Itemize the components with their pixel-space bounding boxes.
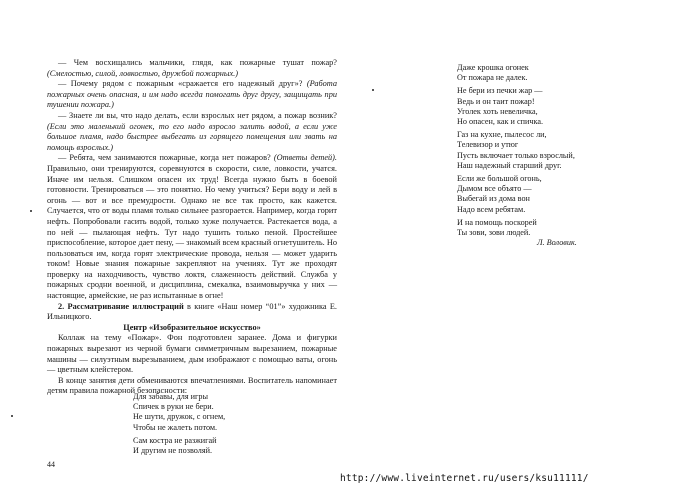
paragraph [47, 302, 337, 323]
poem-line: Даже крошка огонек [457, 63, 529, 72]
poem-line: От пожара не далек. [457, 73, 528, 83]
poem-line: Для забавы, для игры [133, 392, 209, 401]
poem-stanza [133, 392, 225, 433]
poem-line: Пусть включает только взрослый, [457, 150, 575, 160]
text-run: (Работа пожарных очень опасная, и им надо всегда помогать друг другу, защищать при тушении пожара.) [47, 79, 337, 110]
poem-line: И другим не позволяй. [133, 446, 213, 456]
poem-line: Но опасен, как и спичка. [457, 117, 543, 127]
poem-line: Наш надежный старший друг. [457, 160, 562, 170]
text-run: Коллаж на тему «Пожар». Фон подготовлен заранее. Дома и фигурки пожарных вырезают из черной бумаги симметричным вырезанием, пожарные машины — силуэтным вырезыванием, дым изображают с помощью ваты, огонь — цветным клейстером. [47, 333, 337, 375]
paragraph [47, 153, 337, 301]
text-run: — Почему рядом с пожарным «сражается его надежный друг»? [58, 79, 307, 89]
poem-line: Газ на кухне, пылесос ли, [457, 130, 547, 140]
poem-line: Ведь и он таит пожар! [457, 96, 535, 106]
fire-safety-poem [133, 392, 225, 459]
poem-line: Чтобы не жалеть потом. [133, 422, 218, 432]
poem-line: Выбегай из дома вон [457, 194, 530, 204]
poem-line: И на помощь поскорей [457, 217, 537, 227]
text-run: Правильно, они тренируются, соревнуются в скорости, силе, ловкости, учатся. Иначе им нельзя. Слишком опасен их труд! Всегда нужно быть в боевой готовности. Тренироваться — это понятно. Но чему учиться? Бери воду и лей в огонь — вот и все премудрости. Однако не все так просто, как кажется. Случается, что от воды пламя только сильнее разгорается. Например, когда горит нефть. Попробовали гасить водой, только хуже получается. Растекается вода, а по ней — пылающая нефть. Тут надо тушить только пеной. Простейшее приспособление, которое дает пену, — знакомый всем красный огнетушитель. Но пользоваться им, когда горят электрические провода, нельзя — может ударить током! Новые знания пожарные закрепляют на учениях. Тут же проходят проверку на находчивость, чувство локтя, слаженность действий. Служба у пожарных сродни военной, и дисциплина, смекалка, взаимовыручка у них — настоящие, армейские, не раз испытанные в огне! [47, 163, 337, 301]
poem-line: Надо всем ребятам. [457, 204, 526, 214]
text-run: Центр «Изобразительное искусство» [123, 322, 261, 332]
text-run: — Ребята, чем занимаются пожарные, когда нет пожаров? [58, 153, 274, 163]
watermark-url: http://www.liveinternet.ru/users/ksu11111/ [340, 473, 589, 484]
scan-speck [30, 210, 32, 212]
section-heading [47, 323, 337, 334]
poem-author: Л. Воловик. [537, 238, 577, 247]
text-run: (Смелостью, силой, ловкостью, дружбой пожарных.) [47, 68, 239, 78]
text-run: (Ответы детей). [273, 153, 338, 163]
text-run: В конце занятия дети обмениваются впечатлениями. Воспитатель напоминает детям правила пожарной безопасности: [47, 375, 337, 396]
paragraph [47, 333, 337, 375]
right-page [350, 0, 699, 494]
paragraph [47, 79, 337, 111]
page-number: 44 [47, 460, 55, 469]
poem-line: Спичек в руки не бери. [133, 402, 214, 412]
text-run: в книге «Наш номер “01”» художника Е. Ильницкого. [47, 301, 337, 322]
scan-speck [11, 415, 13, 417]
text-run: — Знаете ли вы, что надо делать, если взрослых нет рядом, а пожар возник? [58, 110, 337, 120]
poem-line: Сам костра не разжигай [133, 435, 217, 445]
poem-stanza [457, 130, 575, 171]
poem-line: Не шути, дружок, с огнем, [133, 412, 226, 422]
poem-line: Ты зови, зови людей. [457, 228, 531, 238]
paragraph [47, 58, 337, 79]
poem-line: Уголек хоть невеличка, [457, 106, 538, 116]
poem-line: Дымом все объято — [457, 184, 532, 194]
poem-line: Телевизор и утюг [457, 140, 519, 150]
left-text-column [47, 58, 337, 397]
poem-stanza [457, 86, 575, 127]
poem-stanza [457, 218, 575, 238]
scan-speck [372, 89, 374, 91]
poem-line: Если же большой огонь, [457, 174, 542, 184]
text-run: — Чем восхищались мальчики, глядя, как пожарные тушат пожар? [58, 58, 337, 67]
right-poem [457, 63, 575, 241]
poem-stanza [133, 436, 225, 456]
paragraph [47, 111, 337, 153]
poem-stanza [457, 174, 575, 215]
text-run: 2. Рассматривание иллюстраций [58, 301, 184, 311]
text-run: (Если это маленький огонек, то его надо взросло залить водой, а если уже большое пламя, надо быстрее выбегать из горящего помещения или звать на помощь взрослых.) [47, 121, 337, 152]
poem-stanza [457, 63, 575, 83]
poem-line: Не бери из печки жар — [457, 86, 543, 96]
